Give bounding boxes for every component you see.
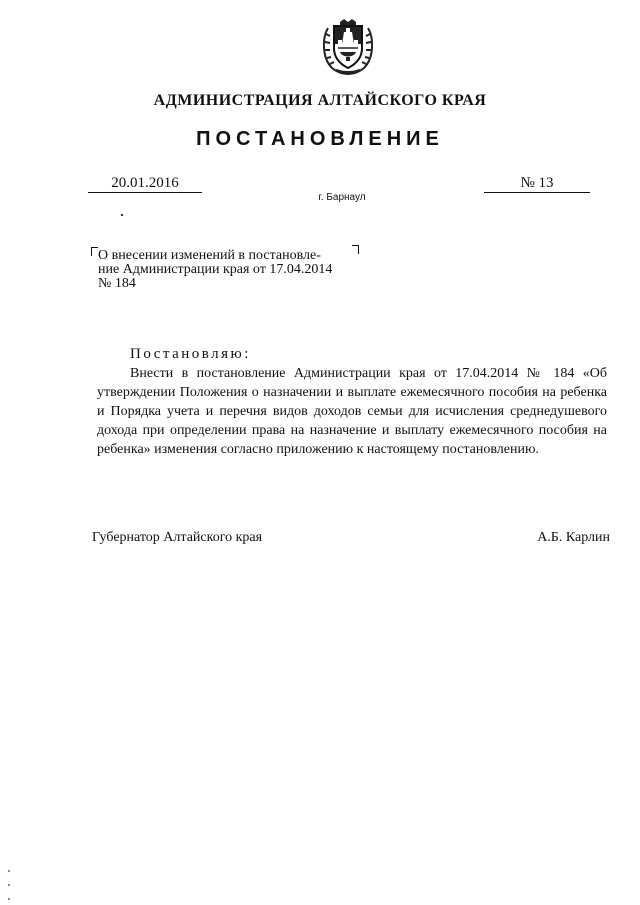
subject-line: О внесении изменений в постановле- <box>98 248 321 263</box>
subject-line: ние Администрации края от 17.04.2014 <box>98 262 333 277</box>
document-subject <box>98 249 358 291</box>
signatory-name: А.Б. Карлин <box>537 530 610 545</box>
subject-bracket-left <box>91 247 98 256</box>
signatory-position: Губернатор Алтайского края <box>92 530 263 545</box>
scan-edge-mark <box>8 884 10 886</box>
document-type-heading: ПОСТАНОВЛЕНИЕ <box>196 128 444 150</box>
organization-title: АДМИНИСТРАЦИЯ АЛТАЙСКОГО КРАЯ <box>153 92 487 109</box>
scan-edge-mark <box>8 870 10 872</box>
document-date: 20.01.2016 <box>88 174 202 193</box>
decree-word: Постановляю: <box>130 346 251 362</box>
city-label: г. Барнаул <box>318 192 366 203</box>
coat-of-arms-icon <box>318 18 378 76</box>
signature-block <box>92 530 610 546</box>
body-paragraph: Внести в постановление Администрации края от 17.04.2014 № 184 «Об утверждении Положения о назначении и выплате ежемесячного пособия на ребенка и Порядка учета и перечня видов доходов семьи для исчисления среднедушевого дохода при определении права на назначение и выплату ежемесячного пособия на ребенка» изменения согласно приложению к настоящему постановлению. <box>97 366 607 457</box>
scan-edge-mark <box>8 898 10 900</box>
document-number: № 13 <box>484 174 590 193</box>
subject-line: № 184 <box>98 276 136 291</box>
stray-mark <box>121 214 123 216</box>
